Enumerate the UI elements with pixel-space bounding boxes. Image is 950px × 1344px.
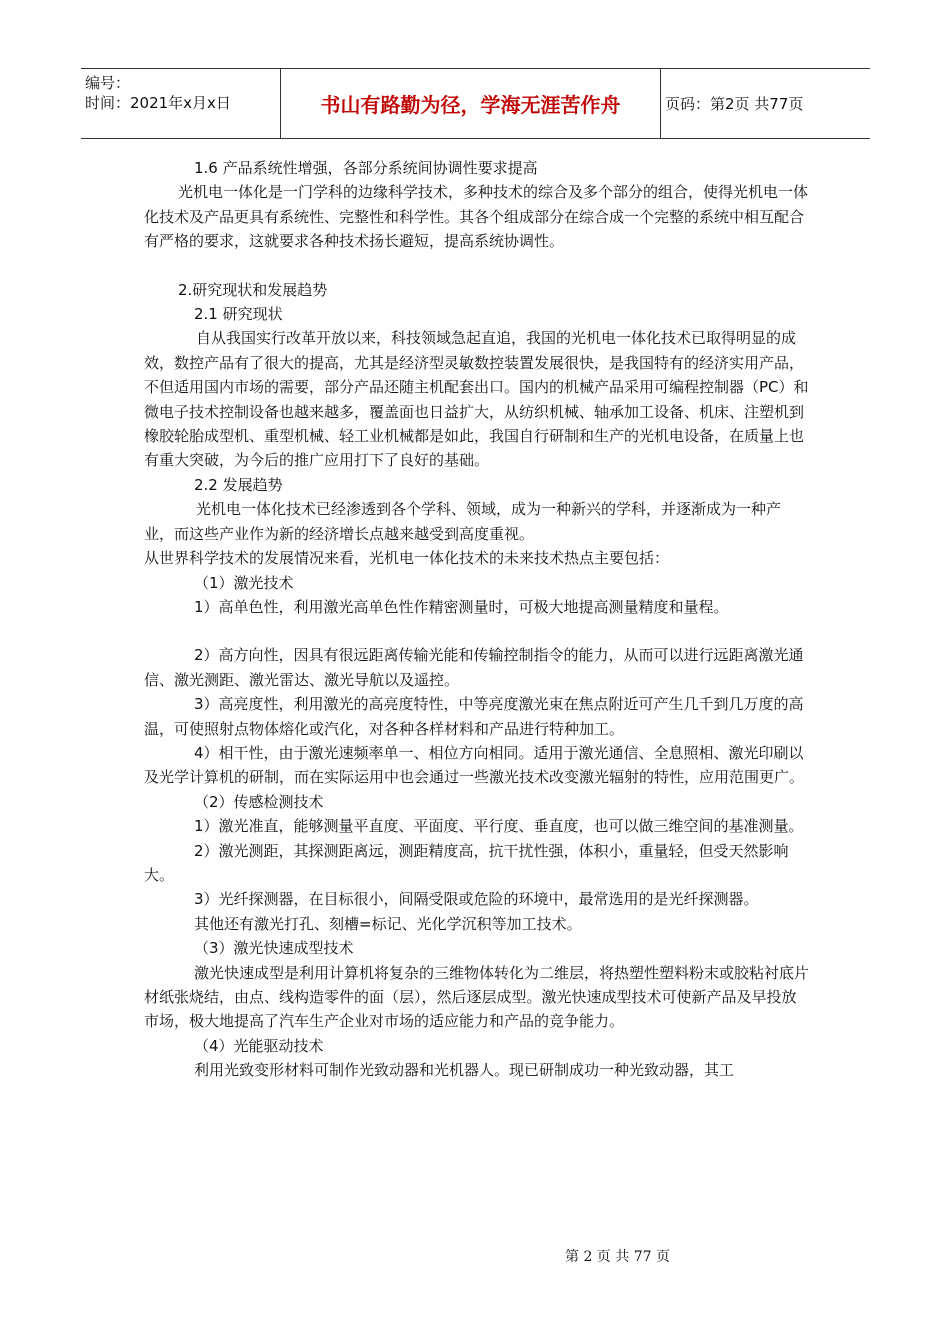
paragraph: 2.研究现状和发展趋势: [178, 280, 328, 299]
paragraph: 从世界科学技术的发展情况来看，光机电一体化技术的未来技术热点主要包括：: [144, 549, 670, 568]
paragraph: （1）激光技术: [194, 573, 294, 592]
header-motto: 书山有路勤为径，学海无涯苦作舟: [281, 69, 661, 138]
paragraph: 4）相干性，由于激光速频率单一、相位方向相同。适用于激光通信、全息照相、激光印刷以及光学计算机的研制，而在实际运用中也会通过一些激光技术改变激光辐射的特性，应用范围更广。: [144, 743, 805, 787]
paragraph: 其他还有激光打孔、刻槽=标记、光化学沉积等加工技术。: [194, 914, 582, 933]
paragraph: 自从我国实行改革开放以来，科技领域急起直追，我国的光机电一体化技术已取得明显的成效，数控产品有了很大的提高，尤其是经济型灵敏数控装置发展很快，是我国特有的经济实用产品，不但适用国内市场的需要，部分产品还随主机配套出口。国内的机械产品采用可编程控制器（PC）和微电子技术控制设备也越来越多，覆盖面也日益扩大，从纺织机械、轴承加工设备、机床、注塑机到橡胶轮胎成型机、重型机械、轻工业机械都是如此，我国自行研制和生产的光机电设备，在质量上也有重大突破，为今后的推广应用打下了良好的基础。: [144, 329, 809, 470]
paragraph: 光机电一体化技术已经渗透到各个学科、领域，成为一种新兴的学科，并逐渐成为一种产业，而这些产业作为新的经济增长点越来越受到高度重视。: [144, 500, 782, 543]
paragraph-spacer: [144, 254, 810, 278]
header-page-info: 页码：第2页 共77页: [665, 95, 804, 113]
paragraph: 利用光致变形材料可制作光致动器和光机器人。现已研制成功一种光致动器，其工: [194, 1061, 735, 1080]
paragraph: （3）激光快速成型技术: [194, 939, 354, 958]
paragraph: 3）高亮度性，利用激光的高亮度特性，中等亮度激光束在焦点附近可产生几千到几万度的高温，可使照射点物体熔化或汽化，对各种各样材料和产品进行特种加工。: [144, 695, 804, 738]
paragraph: 1）高单色性，利用激光高单色性作精密测量时，可极大地提高测量精度和量程。: [194, 597, 729, 616]
footer-page-number: 第 2 页 共 77 页: [565, 1249, 670, 1265]
time-label: 时间：2021年x月x日: [85, 94, 231, 112]
paragraph: 3）光纤探测器，在目标很小，间隔受限或危险的环境中，最常选用的是光纤探测器。: [194, 890, 759, 909]
paragraph-spacer: [144, 619, 810, 643]
paragraph: 1）激光准直，能够测量平直度、平面度、平行度、垂直度，也可以做三维空间的基准测量。: [194, 817, 804, 836]
paragraph: 光机电一体化是一门学科的边缘科学技术，多种技术的综合及多个部分的组合，使得光机电一体化技术及产品更具有系统性、完整性和科学性。其各个组成部分在综合成一个完整的系统中相互配合有严格的要求，这就要求各种技术扬长避短，提高系统协调性。: [144, 183, 809, 251]
paragraph: 2.1 研究现状: [194, 305, 283, 324]
paragraph: （2）传感检测技术: [194, 792, 324, 811]
document-body: [144, 156, 810, 1083]
page-header: [81, 68, 870, 139]
paragraph: 1.6 产品系统性增强，各部分系统间协调性要求提高: [194, 159, 538, 177]
paragraph: 2.2 发展趋势: [194, 475, 283, 494]
paragraph: （4）光能驱动技术: [194, 1036, 324, 1055]
paragraph: 2）激光测距，其探测距离远，测距精度高，抗干扰性强，体积小，重量轻，但受天然影响大。: [144, 841, 789, 884]
header-meta: [81, 69, 281, 138]
paragraph: 2）高方向性，因具有很远距离传输光能和传输控制指令的能力，从而可以进行远距离激光通信、激光测距、激光雷达、激光导航以及遥控。: [144, 646, 804, 689]
paragraph: 激光快速成型是利用计算机将复杂的三维物体转化为二维层，将热塑性塑料粉末或胶粘衬底片材纸张烧结，由点、线构造零件的面（层），然后逐层成型。激光快速成型技术可使新产品及早投放市场，极大地提高了汽车生产企业对市场的适应能力和产品的竞争能力。: [144, 963, 810, 1031]
number-label: 编号：: [85, 74, 131, 92]
